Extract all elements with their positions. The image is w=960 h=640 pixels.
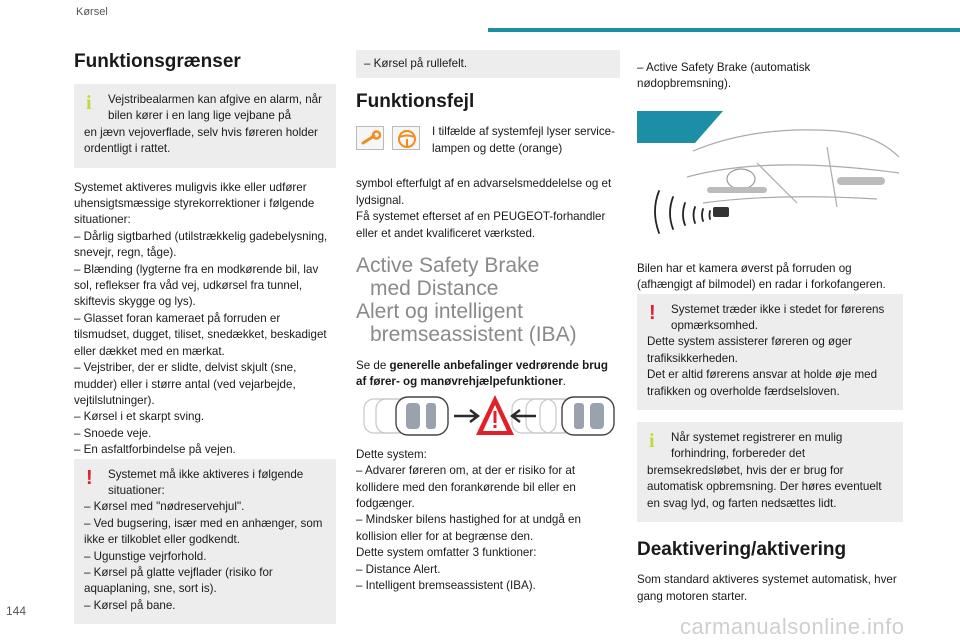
section-title-faults: Funktionsfejl (356, 91, 475, 113)
steering-wheel-warning-icon (392, 126, 420, 150)
wrench-icon (356, 126, 384, 150)
deactivation-text: Som standard aktiveres systemet automatisk, hver gang motoren starter. (637, 573, 897, 603)
title-line: med Distance (370, 277, 499, 301)
intro-post: . (562, 375, 567, 389)
note-text: – Kørsel på rullefelt. (364, 57, 468, 70)
header-accent-bar (488, 28, 960, 32)
fault-first-text: I tilfælde af systemfejl lyser service-lampen og dette (orange) (432, 125, 615, 155)
column-1 (74, 50, 336, 636)
note-rest-text: Dette system assisterer føreren og øger trafiksikkerheden. Det er altid førerens ansvar at holde øje med trafikken og overholde færdselsloven. (647, 335, 878, 398)
intro-text (356, 358, 620, 391)
fault-indicator-row (356, 124, 620, 176)
body-text: Systemet aktiveres muligvis ikke eller udfører uhensigtsmæssige styrekorrektioner i følgende situationer: – Dårlig sigtbarhed (utilstrækkelig gadebelysning, snevejr, regn, tåge). – Blænding (lygterne fra en modkørende bil, lav sol, reflekser fra våd vej, udkørsel fra tunnel, skiftevis skygge og lys). – Glasset foran kameraet på forruden er tilsmudset, dugget, tiliset, snedækket, beskadiget eller dækket med en mærkat. – Vejstriber, der er slidte, delvist skjult (sne, mudder) eller i større antal (ved vejarbejde, vejtilslutninger). – Kørsel i et skarpt sving. – Snoede veje. – En asfaltforbindelse på vejen. (74, 180, 328, 457)
warning-note (74, 459, 336, 625)
title-line: bremseassistent (IBA) (370, 323, 577, 347)
note-rest-text: bremsekredsløbet, hvis der er brug for automatisk opbremsning. Der høres eventuelt en svag lyd, og farten nedsættes lidt. (647, 463, 882, 510)
section-title-deactivation: Deaktivering/aktivering (637, 539, 847, 561)
title-line: Active Safety Brake (356, 254, 540, 278)
note-first-text: Systemet træder ikke i stedet for førerens opmærksomhed. (671, 302, 885, 333)
car-radar-illustration (637, 107, 899, 255)
note-rest-text: en jævn vejoverflade, selv hvis føreren holder ordentligt i rattet. (84, 125, 318, 156)
fault-rest-text: symbol efterfulgt af en advarselsmeddelelse og et lydsignal. Få systemet efterset af en PEUGEOT-forhandler eller et andet kvalificeret værksted. (356, 177, 612, 240)
watermark: carmanualsonline.info (680, 614, 905, 639)
column-3 (637, 50, 903, 605)
system-description: Dette system: – Advarer føreren om, at der er risiko for at kollidere med den forankørende bil eller en fodgænger. – Mindsker bilens hastighed for at undgå en kollision eller for at begrænse den. Dette system omfatter 3 funktioner: – Distance Alert. – Intelligent bremseassistent (IBA). (356, 447, 581, 593)
camera-radar-text: Bilen har et kamera øverst på forruden og (afhængigt af bilmodel) en radar i forkofangeren. (637, 261, 886, 292)
title-line: Alert og intelligent (356, 300, 523, 324)
page-number: 144 (6, 604, 27, 618)
info-note (637, 422, 903, 522)
column-2 (356, 50, 620, 595)
note-first-text: Vejstribealarmen kan afgive en alarm, når bilen kører i en lang lige vejbane på (108, 93, 322, 123)
section-title-active-safety-brake (356, 254, 620, 346)
info-icon: i (86, 92, 92, 114)
warning-icon: ! (86, 466, 93, 489)
continued-list-item: – Active Safety Brake (automatisk nødopbremsning). (637, 61, 811, 91)
note-rest-text: – Kørsel med "nødreservehjul". – Ved bugsering, især med en anhænger, som ikke er tilkoblet eller godkendt. – Ugunstige vejrforhold. – Kørsel på glatte vejflader (risiko for aquaplaning, sne, sort is). – Kørsel på bane. (84, 500, 323, 612)
section-title-limitations: Funktionsgrænser (74, 51, 241, 72)
warning-icon: ! (649, 301, 656, 324)
collision-warning-illustration (356, 391, 620, 441)
intro-bold: generelle anbefalinger vedrørende brug af fører- og manøvrehjælpefunktioner (356, 359, 608, 389)
info-note (74, 84, 336, 168)
note-first-text: Systemet må ikke aktiveres i følgende situationer: (108, 467, 304, 497)
note-first-text: Når systemet registrerer en mulig forhindring, forbereder det (671, 431, 843, 461)
intro-pre: Se de (356, 359, 390, 373)
warning-note (637, 294, 903, 410)
info-icon: i (649, 430, 655, 453)
continued-note (356, 50, 620, 78)
section-label: Kørsel (76, 6, 108, 18)
